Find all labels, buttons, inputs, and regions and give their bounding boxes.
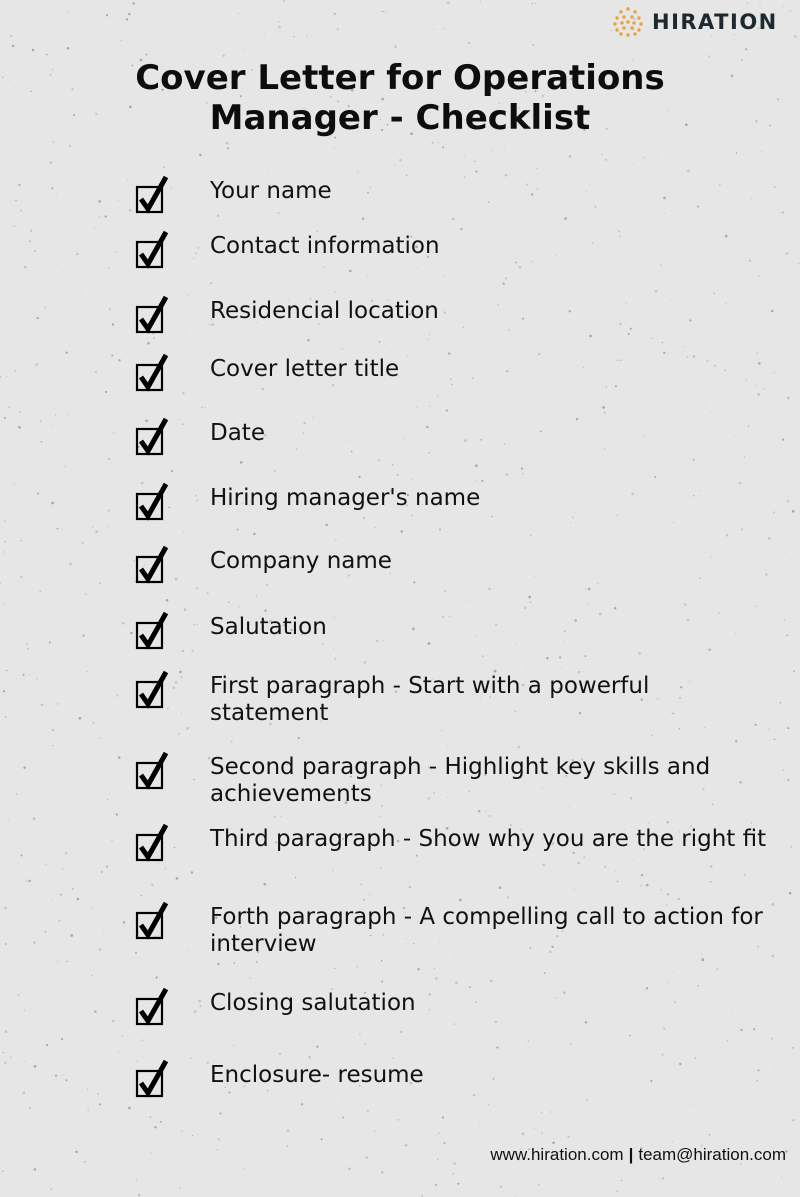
checklist-item-label: Cover letter title: [210, 356, 400, 382]
footer-website[interactable]: www.hiration.com: [490, 1145, 624, 1164]
checked-checkbox-icon: [135, 489, 167, 521]
checklist-item-label: Forth paragraph - A compelling call to action for interview: [210, 904, 763, 957]
checked-checkbox-icon: [135, 302, 167, 334]
checked-checkbox-icon: [135, 552, 167, 584]
checklist-item-label: Salutation: [210, 614, 327, 640]
checklist-item-label: Your name: [210, 178, 332, 204]
page-title-line-1: Cover Letter for Operations: [135, 58, 665, 98]
checklist-item: [132, 546, 772, 586]
checklist-item: [132, 612, 772, 652]
checklist-item-label: Company name: [210, 548, 392, 574]
checked-checkbox-icon: [135, 424, 167, 456]
checklist-item: [132, 824, 772, 864]
checklist-item: [132, 176, 772, 216]
checklist-item: [132, 1060, 772, 1100]
checklist-item-label: Residencial location: [210, 298, 439, 324]
checklist-item-label: Enclosure- resume: [210, 1062, 424, 1088]
checklist-item-label: Closing salutation: [210, 990, 416, 1016]
checklist-item: [132, 296, 772, 336]
checked-checkbox-icon: [135, 758, 167, 790]
checklist-item-label: Third paragraph - Show why you are the right fit: [210, 826, 767, 852]
checked-checkbox-icon: [135, 908, 167, 940]
checklist-item: [132, 902, 772, 957]
checklist-item: [132, 988, 772, 1028]
checked-checkbox-icon: [135, 618, 167, 650]
checked-checkbox-icon: [135, 360, 167, 392]
checklist-item: [132, 483, 772, 523]
hiration-logo-icon: [612, 6, 644, 38]
footer-email[interactable]: team@hiration.com: [638, 1145, 786, 1164]
footer-contact: [490, 1145, 786, 1165]
checklist-item: [132, 231, 772, 271]
brand-logo: [612, 6, 778, 38]
checklist-item-label: Second paragraph - Highlight key skills and achievements: [210, 754, 711, 807]
page-title-line-2: Manager - Checklist: [209, 98, 591, 138]
checked-checkbox-icon: [135, 237, 167, 269]
brand-name: HIRATION: [652, 10, 778, 34]
checked-checkbox-icon: [135, 830, 167, 862]
checklist-item: [132, 671, 772, 726]
checklist-item: [132, 354, 772, 394]
checked-checkbox-icon: [135, 182, 167, 214]
page-title: [0, 58, 800, 138]
checklist-item: [132, 418, 772, 458]
checked-checkbox-icon: [135, 1066, 167, 1098]
checklist-item-label: Contact information: [210, 233, 440, 259]
checked-checkbox-icon: [135, 677, 167, 709]
checklist-item: [132, 752, 772, 807]
footer-separator: |: [628, 1145, 634, 1164]
checklist-item-label: Hiring manager's name: [210, 485, 481, 511]
checklist-item-label: First paragraph - Start with a powerful statement: [210, 673, 650, 726]
checked-checkbox-icon: [135, 994, 167, 1026]
checklist-item-label: Date: [210, 420, 265, 446]
